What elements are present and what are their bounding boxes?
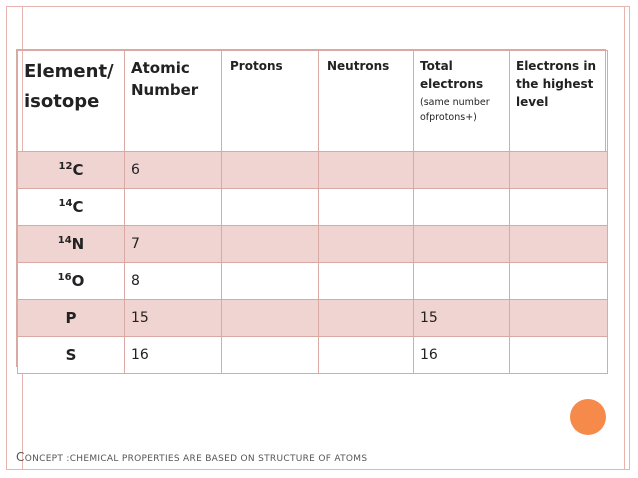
cell-protons	[222, 337, 319, 374]
element-symbol: O	[71, 272, 85, 290]
cell-symbol	[18, 189, 125, 226]
frame-right-rule	[624, 7, 625, 469]
cell-highest	[510, 226, 608, 263]
cell-highest	[510, 263, 608, 300]
cell-symbol	[18, 152, 125, 189]
cell-protons	[222, 152, 319, 189]
table-row	[18, 300, 608, 337]
cell-neutrons	[319, 226, 414, 263]
header-element-line2: isotope	[24, 91, 100, 112]
cell-neutrons	[319, 152, 414, 189]
header-atomic-line2: Number	[131, 81, 199, 99]
cell-symbol	[18, 337, 125, 374]
element-symbol: S	[65, 346, 77, 364]
cell-highest	[510, 337, 608, 374]
element-symbol: P	[65, 309, 77, 327]
header-atomic-line1: Atomic	[131, 59, 190, 77]
cell-symbol	[18, 226, 125, 263]
cell-atomic: 6	[125, 152, 222, 189]
element-symbol: C	[72, 198, 84, 216]
cell-neutrons	[319, 337, 414, 374]
cell-highest	[510, 189, 608, 226]
header-neutrons	[319, 51, 414, 152]
cell-highest	[510, 300, 608, 337]
cell-total: 15	[414, 300, 510, 337]
cell-highest	[510, 152, 608, 189]
header-atomic-number	[125, 51, 222, 152]
table-row	[18, 189, 608, 226]
cell-atomic: 15	[125, 300, 222, 337]
cell-atomic	[125, 189, 222, 226]
header-element-line1: Element/	[24, 61, 114, 82]
mass-number: 14	[57, 235, 72, 246]
cell-protons	[222, 263, 319, 300]
header-highest-line1: Electrons in	[516, 59, 596, 73]
mass-number: 16	[57, 272, 72, 283]
element-symbol: N	[71, 235, 85, 253]
cell-protons	[222, 189, 319, 226]
header-neutrons-label: Neutrons	[327, 59, 390, 73]
table-row	[18, 226, 608, 263]
cell-protons	[222, 226, 319, 263]
cell-neutrons	[319, 189, 414, 226]
table-row	[18, 337, 608, 374]
mass-number: 14	[58, 198, 73, 209]
header-element	[18, 51, 125, 152]
header-protons	[222, 51, 319, 152]
header-highest-level	[510, 51, 608, 152]
mass-number: 12	[58, 161, 73, 172]
cell-neutrons	[319, 263, 414, 300]
cell-total	[414, 226, 510, 263]
header-highest-line3: level	[516, 95, 549, 109]
slide-caption	[16, 450, 367, 464]
element-symbol: C	[72, 161, 84, 179]
cell-total	[414, 189, 510, 226]
header-total-note1: (same number	[420, 97, 490, 108]
cell-total	[414, 152, 510, 189]
isotope-table	[16, 49, 606, 367]
cell-atomic: 7	[125, 226, 222, 263]
cell-neutrons	[319, 300, 414, 337]
caption-text: ONCEPT :CHEMICAL PROPERTIES ARE BASED ON STRUCTURE OF ATOMS	[24, 454, 368, 464]
header-total-note2: ofprotons+)	[420, 112, 477, 123]
header-highest-line2: the highest	[516, 77, 594, 91]
header-total-electrons	[414, 51, 510, 152]
table-row	[18, 152, 608, 189]
cell-symbol	[18, 300, 125, 337]
cell-symbol	[18, 263, 125, 300]
table-row	[18, 263, 608, 300]
cell-total	[414, 263, 510, 300]
caption-initial: C	[16, 450, 25, 464]
header-protons-label: Protons	[230, 59, 283, 73]
cell-atomic: 16	[125, 337, 222, 374]
data-table	[17, 50, 608, 374]
cell-atomic: 8	[125, 263, 222, 300]
cell-total: 16	[414, 337, 510, 374]
header-total-line1: Total	[420, 59, 453, 73]
accent-circle	[570, 399, 606, 435]
header-total-line2: electrons	[420, 77, 484, 91]
cell-protons	[222, 300, 319, 337]
